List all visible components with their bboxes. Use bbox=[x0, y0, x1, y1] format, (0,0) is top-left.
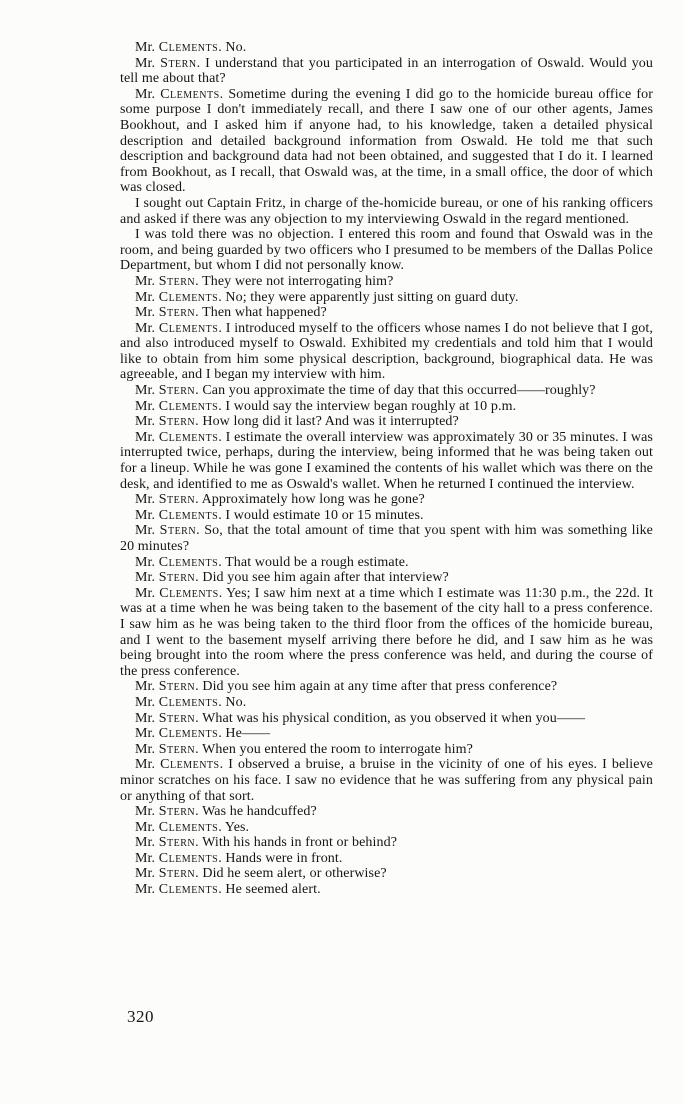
page-number: 320 bbox=[127, 1007, 154, 1026]
speaker-name: Stern bbox=[158, 383, 196, 399]
speaker-name: Stern bbox=[158, 570, 196, 586]
speaker-name: Stern bbox=[158, 679, 196, 695]
dialogue-paragraph: Mr. Stern. So, that the total amount of time that you spent with him was something like 20 minutes? bbox=[120, 523, 653, 554]
speaker-name: Stern bbox=[158, 305, 196, 321]
dialogue-paragraph: Mr. Stern. Approximately how long was he gone? bbox=[135, 492, 425, 508]
dialogue-paragraph: Mr. Stern. Did you see him again after that interview? bbox=[135, 570, 449, 586]
dialogue-paragraph: Mr. Clements. Yes; I saw him next at a time which I estimate was 11:30 p.m., the 22d. It was at a time when he was being taken to the basement of the city hall to a press conference. I saw him as he was being taken to the third floor from the offices of the homicide bureau, and I went to the basement myself arriving there before he did, and I saw him as he was being brought into the room where the press conference was held, and during the course of the press conference. bbox=[120, 585, 653, 679]
dialogue-paragraph: Mr. Stern. They were not interrogating him? bbox=[135, 273, 394, 289]
speaker-name: Stern bbox=[160, 55, 197, 71]
dialogue-paragraph: Mr. Clements. Sometime during the evening I did go to the homicide bureau office for some purpose I don't immediately recall, and there I saw one of our other agents, James Bookhout, and I asked him if anyone had, to his knowledge, taken a detailed physical description and detailed background information from Oswald. He told me that such description and background data had not been obtained, and suggested that I do it. I learned from Bookhout, as I recall, that Oswald was, at the time, in a small office, the door of which was closed. bbox=[120, 86, 653, 196]
dialogue-paragraph: Mr. Clements. I would say the interview began roughly at 10 p.m. bbox=[135, 398, 517, 414]
dialogue-paragraph: Mr. Clements. He seemed alert. bbox=[135, 882, 321, 898]
dialogue-paragraph: Mr. Stern. Then what happened? bbox=[135, 305, 327, 321]
speaker-name: Clements bbox=[158, 882, 219, 898]
dialogue-paragraph: Mr. Clements. No. bbox=[135, 40, 247, 55]
speaker-name: Clements bbox=[160, 757, 220, 773]
speaker-name: Stern bbox=[158, 414, 196, 430]
dialogue-paragraph: Mr. Clements. He—— bbox=[135, 726, 271, 742]
dialogue-paragraph: Mr. Stern. What was his physical condition, as you observed it when you—— bbox=[135, 710, 586, 726]
speaker-name: Stern bbox=[158, 866, 196, 882]
dialogue-paragraph: Mr. Stern. Did he seem alert, or otherwise? bbox=[135, 866, 387, 882]
dialogue-paragraph: Mr. Clements. I would estimate 10 or 15 minutes. bbox=[135, 507, 424, 523]
dialogue-paragraph: Mr. Stern. With his hands in front or behind? bbox=[135, 835, 398, 851]
speaker-name: Clements bbox=[158, 554, 219, 570]
speaker-name: Clements bbox=[160, 86, 220, 102]
dialogue-paragraph: Mr. Stern. Did you see him again at any time after that press conference? bbox=[135, 679, 558, 695]
dialogue-paragraph: Mr. Clements. I introduced myself to the officers whose names I do not believe that I got, and also introduced myself to Oswald. Exhibited my credentials and told him that I would like to obtain from him some physical description, background, biographical data. He was agreeable, and I began my interview with him. bbox=[120, 320, 653, 383]
speaker-name: Stern bbox=[158, 741, 196, 757]
continuation-paragraph: I sought out Captain Fritz, in charge of the-homicide bureau, or one of his ranking officers and asked if there was any objection to my interviewing Oswald in the regard mentioned. bbox=[120, 195, 653, 227]
dialogue-paragraph: Mr. Clements. That would be a rough estimate. bbox=[135, 554, 409, 570]
speaker-name: Stern bbox=[158, 835, 196, 851]
speaker-name: Clements bbox=[158, 289, 219, 305]
speaker-name: Clements bbox=[158, 726, 219, 742]
dialogue-paragraph: Mr. Stern. Can you approximate the time of day that this occurred——roughly? bbox=[135, 383, 596, 399]
speaker-name: Clements bbox=[158, 40, 219, 55]
dialogue-paragraph: Mr. Clements. Yes. bbox=[135, 819, 250, 835]
speaker-name: Clements bbox=[158, 429, 219, 445]
dialogue-paragraph: Mr. Stern. I understand that you participated in an interrogation of Oswald. Would you tell me about that? bbox=[120, 55, 653, 87]
transcript-text bbox=[120, 40, 653, 898]
dialogue-paragraph: Mr. Clements. No. bbox=[135, 694, 247, 710]
speaker-name: Clements bbox=[158, 819, 219, 835]
dialogue-paragraph: Mr. Clements. I estimate the overall interview was approximately 30 or 35 minutes. I was interrupted twice, perhaps, during the interview, being informed that he was being taken out for a lineup. While he was gone I examined the contents of his wallet which was there on the desk, and identified to me as Oswald's wallet. When he returned I continued the interview. bbox=[120, 429, 653, 492]
speaker-name: Clements bbox=[159, 585, 219, 601]
dialogue-paragraph: Mr. Clements. No; they were apparently just sitting on guard duty. bbox=[135, 289, 519, 305]
continuation-paragraph: I was told there was no objection. I entered this room and found that Oswald was in the room, and being guarded by two officers who I presumed to be members of the Dallas Police Department, but whom I did not personally know. bbox=[120, 227, 653, 274]
speaker-name: Clements bbox=[158, 850, 219, 866]
speaker-name: Stern bbox=[158, 273, 196, 289]
speaker-name: Stern bbox=[158, 710, 196, 726]
speaker-name: Stern bbox=[158, 492, 196, 508]
dialogue-paragraph: Mr. Stern. Was he handcuffed? bbox=[135, 804, 317, 820]
speaker-name: Clements bbox=[158, 694, 219, 710]
dialogue-paragraph: Mr. Clements. Hands were in front. bbox=[135, 850, 343, 866]
dialogue-paragraph: Mr. Stern. How long did it last? And was it interrupted? bbox=[135, 414, 459, 430]
speaker-name: Clements bbox=[158, 507, 219, 523]
dialogue-paragraph: Mr. Clements. I observed a bruise, a bruise in the vicinity of one of his eyes. I believe minor scratches on his face. I saw no evidence that he was suffering from any physical pain or anything of that sort. bbox=[120, 757, 653, 804]
speaker-name: Clements bbox=[158, 398, 219, 414]
speaker-name: Stern bbox=[159, 523, 197, 539]
speaker-name: Stern bbox=[158, 804, 196, 820]
speaker-name: Clements bbox=[158, 320, 219, 336]
dialogue-paragraph: Mr. Stern. When you entered the room to interrogate him? bbox=[135, 741, 473, 757]
